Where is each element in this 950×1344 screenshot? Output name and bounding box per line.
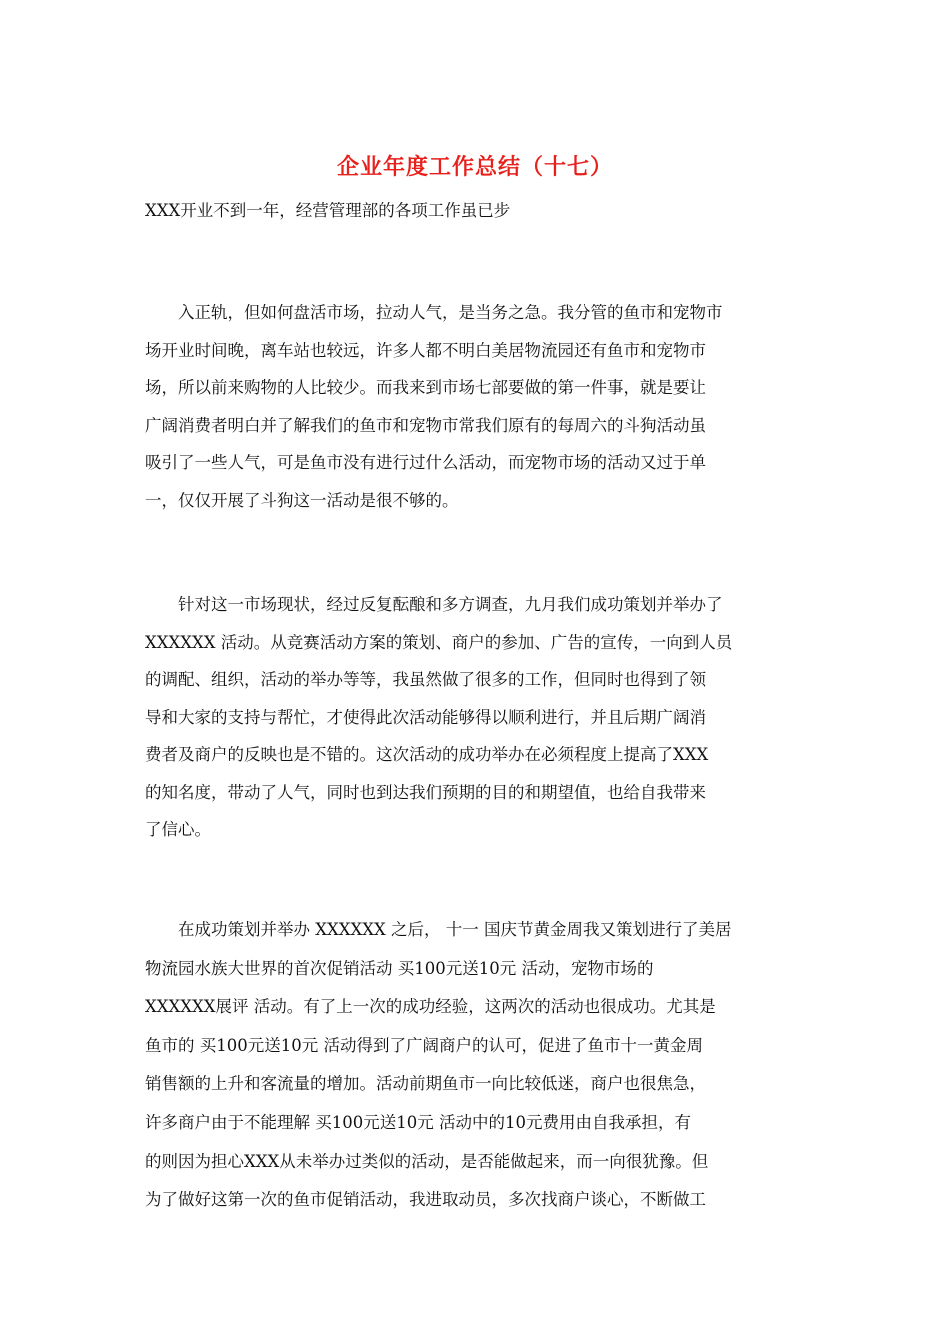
paragraph-line: 在成功策划并举办 XXXXXX 之后， 十一 国庆节黄金周我又策划进行了美居 <box>145 920 732 939</box>
paragraph-line: 物流园水族大世界的首次促销活动 买100元送10元 活动，宠物市场的 <box>145 958 654 978</box>
paragraph-line: 场开业时间晚，离车站也较远，许多人都不明白美居物流园还有鱼市和宠物市 <box>145 340 706 360</box>
paragraph-line: 许多商户由于不能理解 买100元送10元 活动中的10元费用由自我承担，有 <box>145 1112 691 1132</box>
paragraph-line: 销售额的上升和客流量的增加。活动前期鱼市一向比较低迷，商户也很焦急， <box>145 1074 706 1094</box>
paragraph-line: 的知名度，带动了人气，同时也到达我们预期的目的和期望值，也给自我带来 <box>145 782 706 802</box>
paragraph-2 <box>145 586 810 849</box>
paragraph-line: XXXXXX 活动。从竞赛活动方案的策划、商户的参加、广告的宣传，一向到人员 <box>145 632 733 652</box>
paragraph-line: 场，所以前来购物的人比较少。而我来到市场七部要做的第一件事，就是要让 <box>145 378 706 397</box>
paragraph-line: 入正轨，但如何盘活市场，拉动人气，是当务之急。我分管的鱼市和宠物市 <box>145 303 723 322</box>
paragraph-line: 的调配、组织，活动的举办等等，我虽然做了很多的工作，但同时也得到了领 <box>145 670 706 689</box>
document-title: 企业年度工作总结（十七） <box>336 154 613 180</box>
paragraph-line: 吸引了一些人气，可是鱼市没有进行过什么活动，而宠物市场的活动又过于单 <box>145 453 706 472</box>
paragraph-line: 针对这一市场现状，经过反复酝酿和多方调查，九月我们成功策划并举办了 <box>145 595 723 614</box>
paragraph-line: 的则因为担心XXX从未举办过类似的活动，是否能做起来，而一向很犹豫。但 <box>145 1151 709 1171</box>
paragraph-line: 了信心。 <box>145 820 211 839</box>
paragraph-line: 导和大家的支持与帮忙，才使得此次活动能够得以顺利进行，并且后期广阔消 <box>145 707 706 727</box>
paragraph-line: 一，仅仅开展了斗狗这一活动是很不够的。 <box>145 490 459 510</box>
paragraph-line: 广阔消费者明白并了解我们的鱼市和宠物市常我们原有的每周六的斗狗活动虽 <box>145 415 706 435</box>
lead-line: XXX开业不到一年，经营管理部的各项工作虽已步 <box>145 201 511 220</box>
paragraph-3 <box>145 911 810 1220</box>
paragraph-line: 为了做好这第一次的鱼市促销活动，我进取动员，多次找商户谈心，不断做工 <box>145 1190 706 1210</box>
paragraph-line: XXXXXX展评 活动。有了上一次的成功经验，这两次的活动也很成功。尤其是 <box>145 997 716 1017</box>
paragraph-line: 费者及商户的反映也是不错的。这次活动的成功举办在必须程度上提高了XXX <box>145 745 709 764</box>
paragraph-1 <box>145 294 810 519</box>
paragraph-line: 鱼市的 买100元送10元 活动得到了广阔商户的认可，促进了鱼市十一黄金周 <box>145 1035 703 1055</box>
